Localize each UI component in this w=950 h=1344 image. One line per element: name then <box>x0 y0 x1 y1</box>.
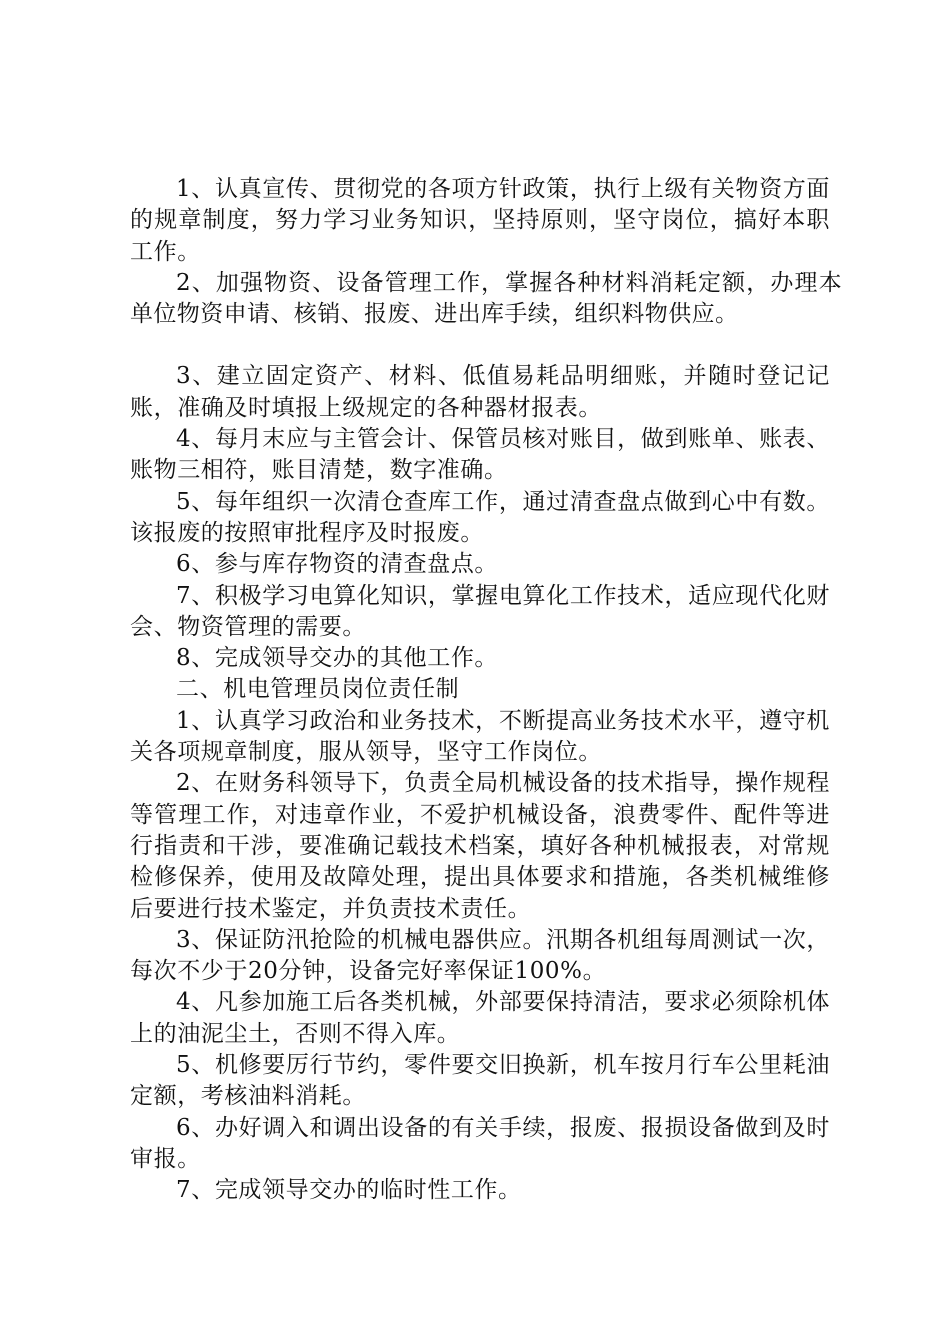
paragraph-2-item-3: 3、保证防汛抢险的机械电器供应。汛期各机组每周测试一次，每次不少于20分钟，设备完好率保证100%。 <box>130 926 830 985</box>
paragraph-spacer <box>130 330 830 361</box>
section-heading: 二、机电管理员岗位责任制 <box>176 676 460 703</box>
paragraph-1-item-5: 5、每年组织一次清仓查库工作，通过清查盘点做到心中有数。该报废的按照审批程序及时报废。 <box>130 488 830 546</box>
paragraph-1-item-3: 3、建立固定资产、材料、低值易耗品明细账，并随时登记记账，准确及时填报上级规定的各种器材报表。 <box>130 363 830 421</box>
paragraph-1-item-2: 2、加强物资、设备管理工作，掌握各种材料消耗定额，办理本单位物资申请、核销、报废、进出库手续，组织料物供应。 <box>130 269 842 328</box>
paragraph-1-item-8: 8、完成领导交办的其他工作。 <box>176 645 499 672</box>
paragraph-1-item-6: 6、参与库存物资的清查盘点。 <box>176 551 499 578</box>
paragraph-2-item-4: 4、凡参加施工后各类机械，外部要保持清洁，要求必须除机体上的油泥尘土，否则不得入库。 <box>130 989 830 1047</box>
paragraph-2-item-1: 1、认真学习政治和业务技术，不断提高业务技术水平，遵守机关各项规章制度，服从领导，坚守工作岗位。 <box>130 707 830 766</box>
paragraph-2-item-6: 6、办好调入和调出设备的有关手续，报废、报损设备做到及时审报。 <box>130 1114 830 1172</box>
paragraph-2-item-2: 2、在财务科领导下，负责全局机械设备的技术指导，操作规程等管理工作，对违章作业，不爱护机械设备，浪费零件、配件等进行指责和干涉，要准确记载技术档案，填好各种机械报表，对常规检修保养，使用及故障处理，提出具体要求和措施，各类机械维修后要进行技术鉴定，并负责技术责任。 <box>130 770 830 922</box>
document-page <box>130 174 842 1207</box>
paragraph-1-item-7: 7、积极学习电算化知识，掌握电算化工作技术，适应现代化财会、物资管理的需要。 <box>130 582 830 640</box>
paragraph-2-item-7: 7、完成领导交办的临时性工作。 <box>176 1177 522 1204</box>
paragraph-2-item-5: 5、机修要厉行节约，零件要交旧换新，机车按月行车公里耗油定额，考核油料消耗。 <box>130 1052 830 1110</box>
paragraph-1-item-4: 4、每月末应与主管会计、保管员核对账目，做到账单、账表、账物三相符，账目清楚，数字准确。 <box>130 426 830 484</box>
paragraph-1-item-1: 1、认真宣传、贯彻党的各项方针政策，执行上级有关物资方面的规章制度，努力学习业务知识，坚持原则，坚守岗位，搞好本职工作。 <box>130 176 830 265</box>
